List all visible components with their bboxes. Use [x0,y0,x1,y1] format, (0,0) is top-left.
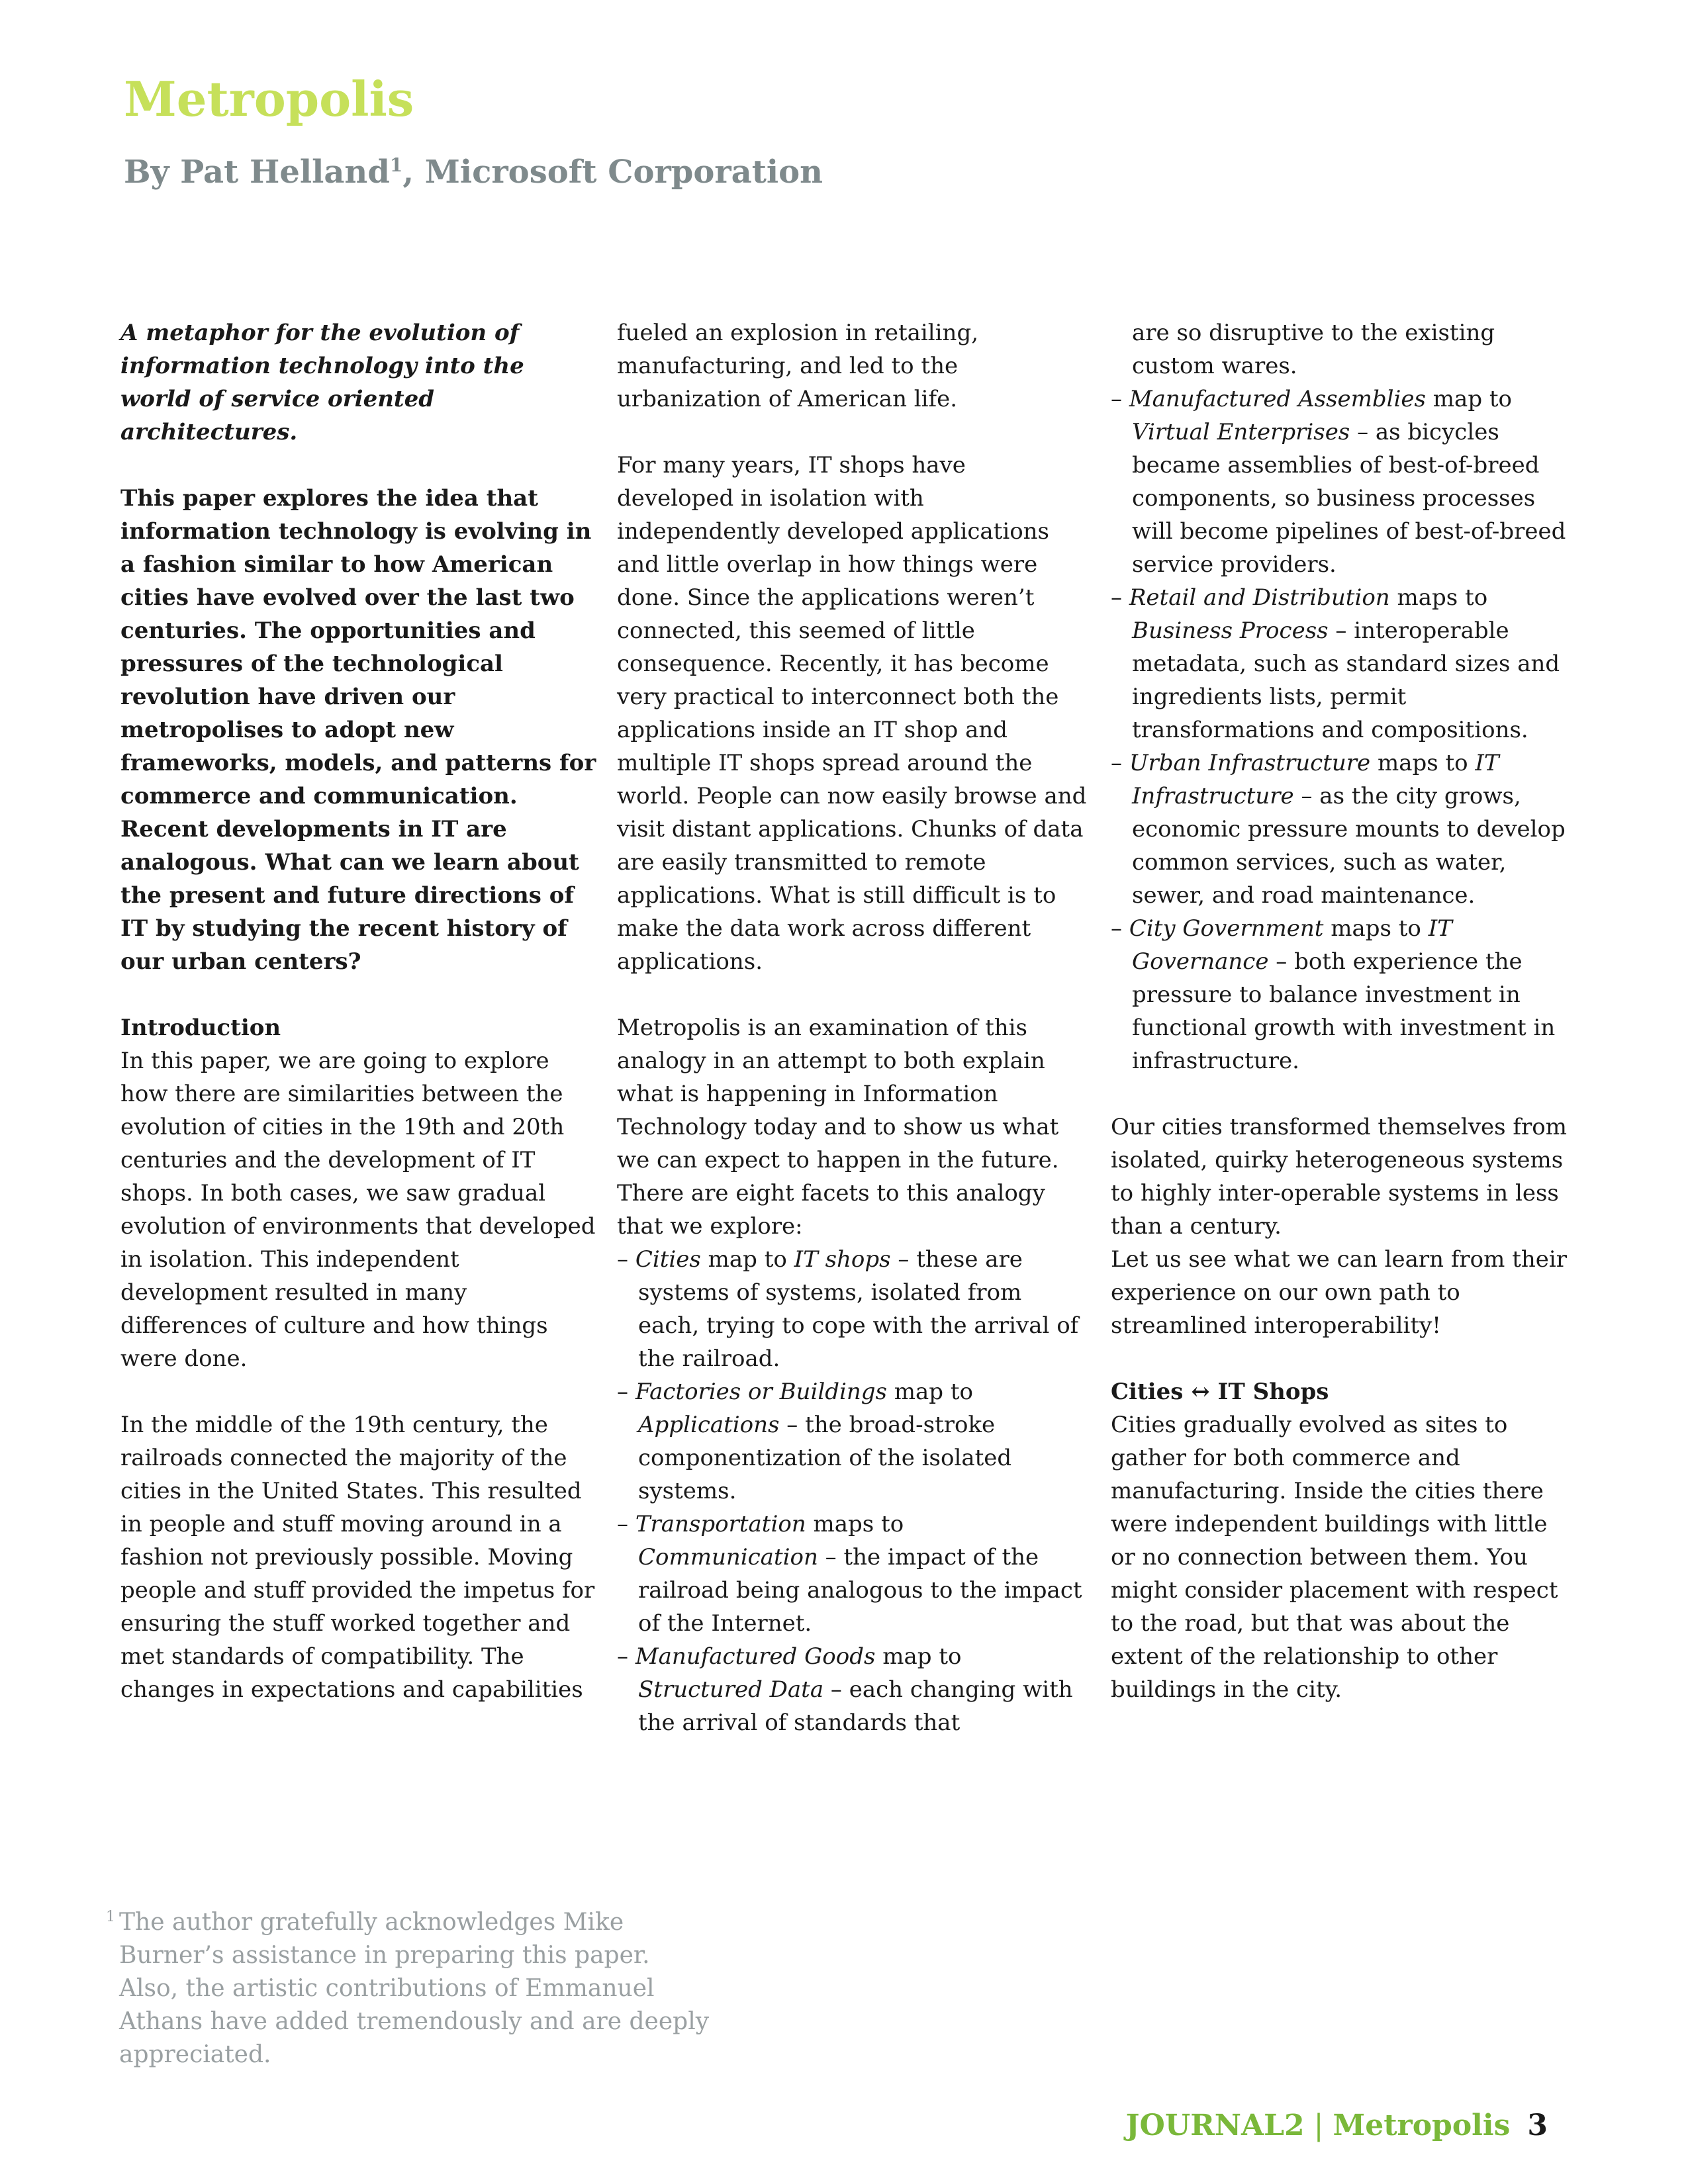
facet-term: Virtual Enterprises [1132,419,1350,445]
list-item [1111,747,1574,912]
facet-description: – both experience the pressure to balance investment in functional growth with investment in infrastructure. [1132,948,1556,1074]
author-organization: , Microsoft Corporation [402,154,823,191]
list-item-continuation: are so disruptive to the existing custom wares. [1132,320,1495,379]
footer-section: Metropolis [1333,2109,1511,2142]
footnote [106,1906,728,2071]
paragraph: Metropolis is an examination of this analogy in an attempt to both explain what is happening in Information Technology today and to show us what we can expect to happen in the future. There are eight facets to this analogy that we explore: [617,1015,1059,1240]
footnote-mark: 1 [106,1909,115,1925]
paragraph: In the middle of the 19th century, the railroads connected the majority of the cities in the United States. This resulted in people and stuff moving around in a fashion not previously possible. Moving people and stuff provided the impetus for ensuring the stuff worked together and met standards of compatibility. The changes in expectations and capabilities [120,1412,595,1703]
dash: – [617,1643,635,1670]
list-item [1111,912,1574,1077]
list-item [617,1375,1088,1508]
facet-term: Business Process [1132,617,1329,644]
dash: – [617,1379,635,1405]
page-number: 3 [1527,2109,1548,2142]
abstract: This paper explores the idea that information technology is evolving in a fashion similar to how American cities have evolved over the last two centuries. The opportunities and pressures of the technological revolution have driven our metropolises to adopt new frameworks, models, and patterns for commerce and communication. Recent developments in IT are analogous. What can we learn about the present and future directions of IT by studying the recent history of our urban centers? [120,485,596,975]
facet-description: – these are systems of systems, isolated from each, trying to cope with the arrival of the railroad. [638,1246,1079,1372]
facet-list [1111,383,1574,1077]
column-2 [617,316,1088,1739]
list-item [617,1640,1088,1739]
facet-term: Structured Data [638,1676,824,1703]
footnote-ref[interactable]: 1 [389,154,403,176]
facet-term: Cities [635,1246,701,1273]
page-title: Metropolis [124,71,414,127]
facet-term: IT Governance [1132,915,1452,975]
facet-term: Manufactured Goods [635,1643,876,1670]
dash: – [1111,915,1129,942]
list-item [1111,383,1574,581]
facet-list [617,1243,1088,1739]
facet-term: Communication [638,1544,818,1570]
facet-term: Transportation [635,1511,806,1537]
facet-connector: maps to [806,1511,904,1537]
dash: – [1111,750,1129,776]
paragraph: fueled an explosion in retailing, manufacturing, and led to the urbanization of American life. [617,320,979,412]
facet-description: – the impact of the railroad being analogous to the impact of the Internet. [638,1544,1082,1637]
facet-connector: map to [1426,386,1513,412]
journal-name: JOURNAL2 [1125,2109,1305,2142]
dash: – [617,1246,635,1273]
list-item [617,1243,1088,1375]
facet-connector: map to [886,1379,973,1405]
dash: – [1111,386,1129,412]
author-name: By Pat Helland [124,154,390,191]
facet-term: City Government [1129,915,1324,942]
paragraph: Cities gradually evolved as sites to gather for both commerce and manufacturing. Inside the cities there were independent buildings with little or no connection between them. You might consider placement with respect to the road, but that was about the extent of the relationship to other buildings in the city. [1111,1412,1558,1703]
facet-description: – as bicycles became assemblies of best-of-breed components, so business processes will become pipelines of best-of-breed service providers. [1132,419,1566,578]
facet-connector: maps to [1370,750,1476,776]
paragraph: For many years, IT shops have developed in isolation with independently developed applications and little overlap in how things were done. Since the applications weren’t connected, this seemed of little consequence. Recently, it has become very practical to interconnect both the applications inside an IT shop and multiple IT shops spread around the world. People can now easily browse and visit distant applications. Chunks of data are easily transmitted to remote applications. What is still difficult is to make the data work across different applications. [617,452,1087,975]
facet-term: Urban Infrastructure [1129,750,1371,776]
facet-description: – the broad-stroke componentization of the isolated systems. [638,1412,1012,1504]
lede: A metaphor for the evolution of information technology into the world of service oriented architectures. [120,320,524,445]
facet-description: – interoperable metadata, such as standard sizes and ingredients lists, permit transformations and compositions. [1132,617,1560,743]
paragraph: In this paper, we are going to explore how there are similarities between the evolution of cities in the 19th and 20th centuries and the development of IT shops. In both cases, we saw gradual evolution of environments that developed in isolation. This independent development resulted in many differences of culture and how things were done. [120,1048,596,1372]
footnote-text: The author gratefully acknowledges Mike Burner’s assistance in preparing this paper. Also, the artistic contributions of Emmanuel Athans have added tremendously and are deeply appreciated. [119,1909,710,2068]
facet-term: Manufactured Assemblies [1129,386,1426,412]
list-item [1111,581,1574,747]
facet-term: Factories or Buildings [635,1379,887,1405]
facet-term: IT Infrastructure [1132,750,1499,809]
page-footer [1126,2108,1548,2144]
list-item [617,1508,1088,1640]
byline [124,154,823,191]
column-1 [120,316,597,1739]
facet-connector: map to [875,1643,962,1670]
column-3 [1111,316,1574,1739]
paragraph: Let us see what we can learn from their experience on our own path to streamlined interoperability! [1111,1246,1567,1339]
section-heading-introduction: Introduction [120,1015,281,1041]
dash: – [617,1511,635,1537]
facet-term: IT shops [794,1246,891,1273]
facet-connector: maps to [1323,915,1429,942]
paragraph: Our cities transformed themselves from isolated, quirky heterogeneous systems to highly inter-operable systems in less than a century. [1111,1114,1567,1240]
facet-term: Applications [638,1412,780,1438]
facet-description: – as the city grows, economic pressure mounts to develop common services, such as water, sewer, and road maintenance. [1132,783,1566,909]
facet-connector: map to [700,1246,794,1273]
dash: – [1111,584,1129,611]
section-heading-cities-it-shops: Cities ↔ IT Shops [1111,1379,1329,1405]
footer-separator: | [1313,2109,1324,2142]
facet-description: – each changing with the arrival of standards that [638,1676,1073,1736]
facet-connector: maps to [1389,584,1488,611]
facet-term: Retail and Distribution [1129,584,1390,611]
